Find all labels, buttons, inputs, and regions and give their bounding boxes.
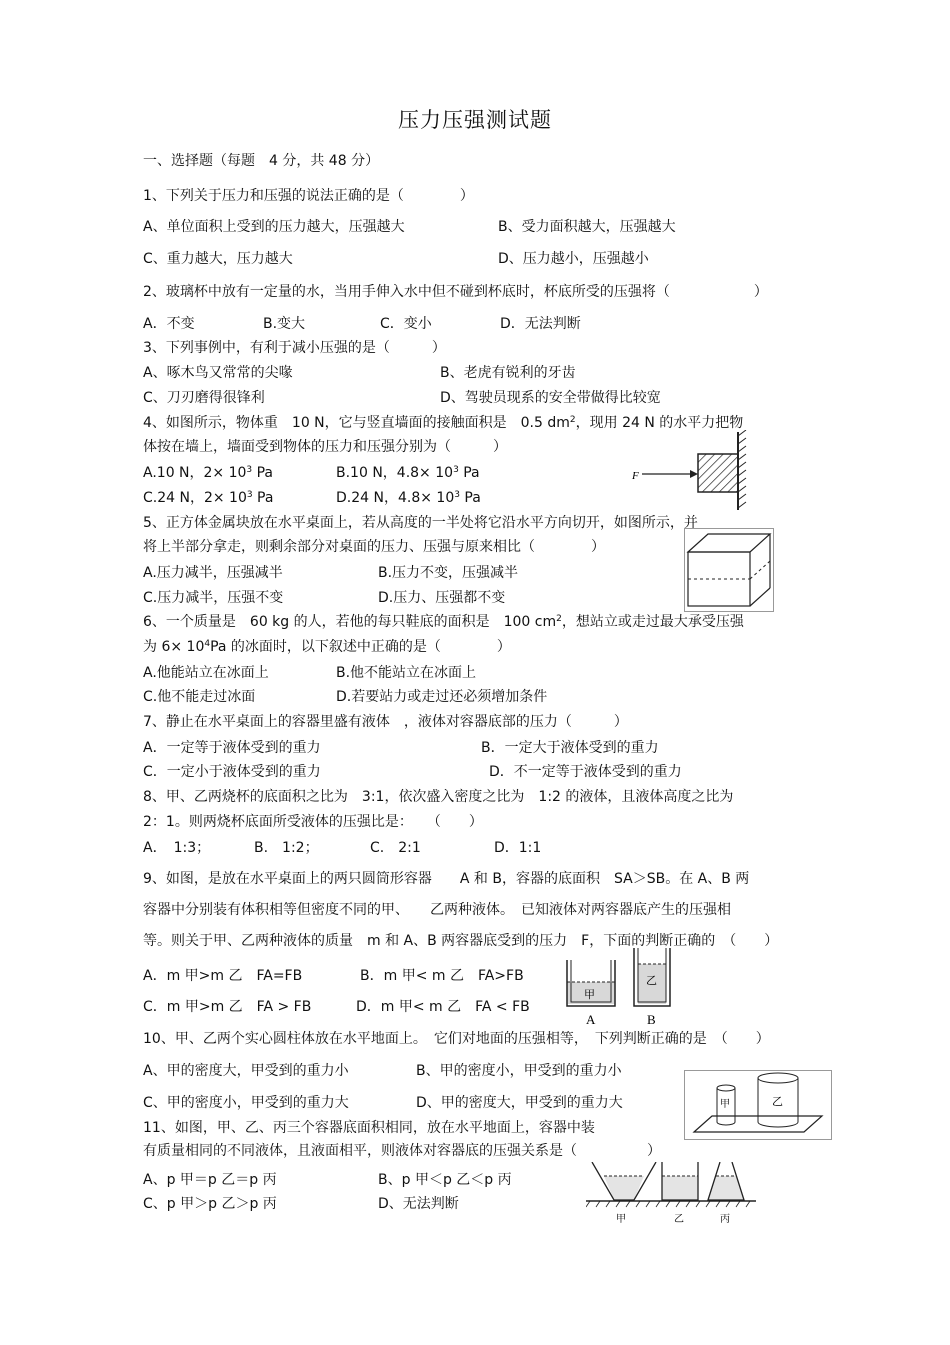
q9-option-a: A．m 甲>m 乙 FA=FB bbox=[143, 968, 303, 984]
q5-stem-line2: 将上半部分拿走，则剩余部分对桌面的压力、压强与原来相比（ ） bbox=[143, 539, 605, 555]
q10-option-c: C、甲的密度小，甲受到的重力大 bbox=[143, 1095, 349, 1111]
q8-option-a: A． 1:3； bbox=[143, 840, 211, 856]
q2-option-c: C．变小 bbox=[380, 316, 432, 332]
q11-stem-line2: 有质量相同的不同液体，且液面相平，则液体对容器底的压强关系是（ ） bbox=[143, 1143, 661, 1159]
container-yi-label: 乙 bbox=[674, 1214, 684, 1225]
q5-option-d: D.压力、压强都不变 bbox=[378, 590, 506, 606]
q8-option-b: B. 1:2； bbox=[254, 840, 319, 856]
q2-option-d: D．无法判断 bbox=[500, 316, 581, 332]
q8-stem-line1: 8、甲、乙两烧杯的底面积之比为 3:1，依次盛入密度之比为 1:2 的液体，且液体高度之比为 bbox=[143, 789, 734, 805]
q10-stem: 10、甲、乙两个实心圆柱体放在水平地面上。 它们对地面的压强相等， 下列判断正确的是 （ ） bbox=[143, 1031, 770, 1047]
q9-option-d: D．m 甲< m 乙 FA < FB bbox=[356, 999, 530, 1015]
q2-option-a: A．不变 bbox=[143, 316, 195, 332]
q10-option-b: B、甲的密度小，甲受到的重力小 bbox=[416, 1063, 622, 1079]
q3-option-a: A、啄木鸟又常常的尖喙 bbox=[143, 365, 293, 381]
q9-figure-containers bbox=[558, 946, 678, 1028]
q11-stem-line1: 11、如图，甲、乙、丙三个容器底面积相同，放在水平地面上，容器中装 bbox=[143, 1120, 595, 1136]
q4-option-b: B.10 N，$4.8\times 10^3$ Pa bbox=[336, 465, 480, 481]
force-label: F bbox=[632, 470, 639, 482]
q1-option-d: D、压力越小，压强越小 bbox=[498, 251, 649, 267]
q1-stem: 1、下列关于压力和压强的说法正确的是（ ） bbox=[143, 188, 474, 204]
q10-option-d: D、甲的密度大，甲受到的重力大 bbox=[416, 1095, 623, 1111]
q7-option-a: A．一定等于液体受到的重力 bbox=[143, 740, 321, 756]
q3-stem: 3、下列事例中，有利于减小压强的是（ ） bbox=[143, 340, 446, 356]
container-a-label: A bbox=[586, 1012, 596, 1027]
q4-option-a: A.10 N，$2\times 10^3$ Pa bbox=[143, 465, 273, 481]
q6-stem-line1: 6、一个质量是 60 kg 的人，若他的每只鞋底的面积是 100 $cm^2$，想站立或走过最大承受压强 bbox=[143, 614, 744, 630]
q7-option-b: B．一定大于液体受到的重力 bbox=[481, 740, 659, 756]
q1-option-a: A、单位面积上受到的压力越大，压强越大 bbox=[143, 219, 405, 235]
container-jia-label: 甲 bbox=[616, 1214, 626, 1225]
q8-stem-line2: 2：1。则两烧杯底面所受液体的压强比是： （ ） bbox=[143, 814, 483, 830]
q4-figure-wall-block bbox=[628, 430, 762, 512]
q5-stem-line1: 5、正方体金属块放在水平桌面上，若从高度的一半处将它沿水平方向切开，如图所示，并 bbox=[143, 515, 698, 531]
q10-option-a: A、甲的密度大，甲受到的重力小 bbox=[143, 1063, 349, 1079]
page-title: 压力压强测试题 bbox=[398, 108, 552, 132]
q3-option-d: D、驾驶员现系的安全带做得比较宽 bbox=[440, 390, 661, 406]
q7-option-c: C．一定小于液体受到的重力 bbox=[143, 764, 321, 780]
q3-option-c: C、刀刃磨得很锋利 bbox=[143, 390, 265, 406]
section-heading: 一、选择题（每题 4 分，共 48 分） bbox=[143, 153, 380, 169]
q4-option-d: D.24 N，$4.8\times 10^3$ Pa bbox=[336, 490, 481, 506]
q5-figure-cube bbox=[684, 528, 774, 612]
q1-option-b: B、受力面积越大，压强越大 bbox=[498, 219, 676, 235]
q2-stem: 2、玻璃杯中放有一定量的水，当用手伸入水中但不碰到杯底时，杯底所受的压强将（ ） bbox=[143, 284, 768, 300]
q9-option-b: B．m 甲< m 乙 FA>FB bbox=[360, 968, 524, 984]
q8-option-c: C. 2:1 bbox=[370, 840, 421, 856]
container-b-liquid-label: 乙 bbox=[646, 974, 657, 987]
container-b-label: B bbox=[647, 1012, 656, 1027]
q6-option-c: C.他不能走过冰面 bbox=[143, 689, 256, 705]
q2-option-b: B.变大 bbox=[263, 316, 306, 332]
q11-option-c: C、p 甲＞p 乙＞p 丙 bbox=[143, 1196, 277, 1212]
container-bing-label: 丙 bbox=[720, 1214, 730, 1225]
q5-option-b: B.压力不变，压强减半 bbox=[378, 565, 519, 581]
container-a-liquid-label: 甲 bbox=[584, 988, 595, 1001]
q4-stem-line2: 体按在墙上，墙面受到物体的压力和压强分别为（ ） bbox=[143, 439, 507, 455]
q11-option-b: B、p 甲＜p 乙＜p 丙 bbox=[378, 1172, 512, 1188]
q6-option-a: A.他能站立在冰面上 bbox=[143, 665, 269, 681]
q11-figure-containers bbox=[586, 1162, 756, 1226]
q7-stem: 7、静止在水平桌面上的容器里盛有液体 ，液体对容器底部的压力（ ） bbox=[143, 714, 628, 730]
q6-option-d: D.若要站力或走过还必须增加条件 bbox=[336, 689, 548, 705]
cylinder-jia-label: 甲 bbox=[720, 1099, 730, 1110]
q1-option-c: C、重力越大，压力越大 bbox=[143, 251, 293, 267]
q8-option-d: D．1:1 bbox=[494, 840, 542, 856]
q6-option-b: B.他不能站立在冰面上 bbox=[336, 665, 477, 681]
cylinder-yi-label: 乙 bbox=[772, 1095, 783, 1108]
q10-figure-cylinders bbox=[684, 1070, 832, 1140]
q9-stem-line2: 容器中分别装有体积相等但密度不同的甲、 乙两种液体。 已知液体对两容器底产生的压强相 bbox=[143, 902, 731, 918]
q7-option-d: D．不一定等于液体受到的重力 bbox=[489, 764, 682, 780]
q6-stem-line2: 为 $6\times 10^4Pa$ 的冰面时，以下叙述中正确的是（ ） bbox=[143, 639, 511, 655]
q5-option-c: C.压力减半，压强不变 bbox=[143, 590, 284, 606]
q9-stem-line3: 等。则关于甲、乙两种液体的质量 m 和 A、B 两容器底受到的压力 F，下面的判断正确的 （ ） bbox=[143, 933, 779, 949]
q4-option-c: C.24 N，$2\times 10^3$ Pa bbox=[143, 490, 274, 506]
q11-option-a: A、p 甲＝p 乙＝p 丙 bbox=[143, 1172, 277, 1188]
q11-option-d: D、无法判断 bbox=[378, 1196, 459, 1212]
q3-option-b: B、老虎有锐利的牙齿 bbox=[440, 365, 576, 381]
q5-option-a: A.压力减半，压强减半 bbox=[143, 565, 283, 581]
q9-option-c: C．m 甲>m 乙 FA > FB bbox=[143, 999, 312, 1015]
q9-stem-line1: 9、如图，是放在水平桌面上的两只圆筒形容器 A 和 B，容器的底面积 SA＞SB。在 A、B 两 bbox=[143, 871, 750, 887]
q4-stem-line1: 4、如图所示，物体重 10 N，它与竖直墙面的接触面积是 0.5 $dm^2$，现用 24 N 的水平力把物 bbox=[143, 415, 744, 431]
